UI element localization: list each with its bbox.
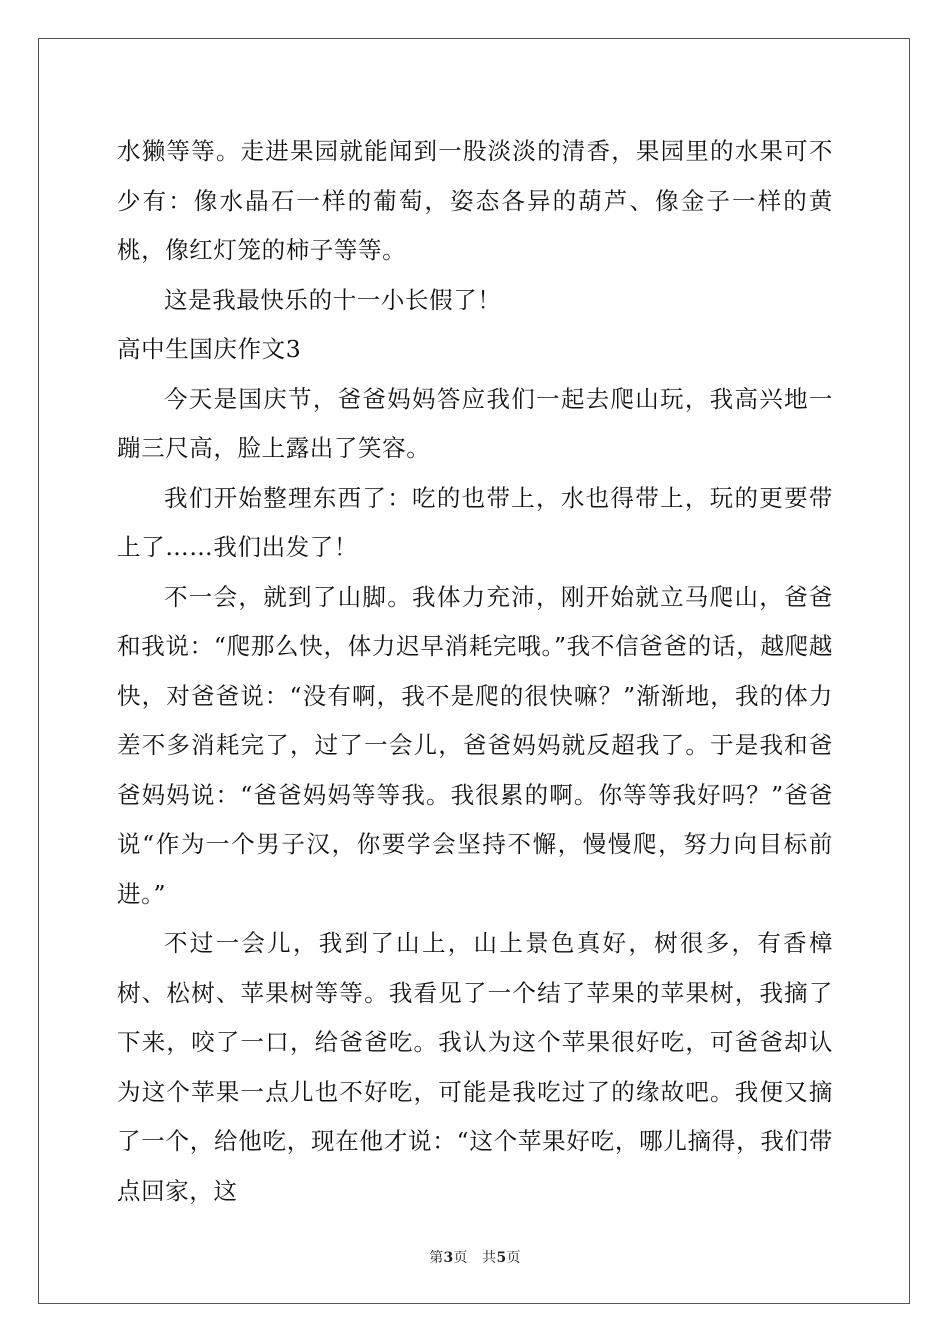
page-prefix: 第 bbox=[429, 1250, 444, 1266]
total-pages: 5 bbox=[496, 1250, 507, 1266]
paragraph-mountain-top: 不过一会儿，我到了山上，山上景色真好，树很多，有香樟树、松树、苹果树等等。我看见了一个结了苹果的苹果树，我摘了下来，咬了一口，给爸爸吃。我认为这个苹果很好吃，可爸爸却认为这个苹果一点儿也不好吃，可能是我吃过了的缘故吧。我便又摘了一个，给他吃，现在他才说：“这个苹果好吃，哪儿摘得，我们带点回家，这 bbox=[117, 929, 833, 1205]
document-body bbox=[117, 127, 833, 1216]
page-number: 3 bbox=[443, 1250, 454, 1266]
section-title: 高中生国庆作文3 bbox=[117, 335, 302, 363]
paragraph-closing: 这是我最快乐的十一小长假了！ bbox=[164, 285, 502, 314]
paragraph-intro: 今天是国庆节，爸爸妈妈答应我们一起去爬山玩，我高兴地一蹦三尺高，脸上露出了笑容。 bbox=[117, 384, 833, 462]
page-suffix: 页 bbox=[453, 1250, 468, 1266]
paragraph-continuation: 水獭等等。走进果园就能闻到一股淡淡的清香，果园里的水果可不少有：像水晶石一样的葡萄，姿态各异的葫芦、像金子一样的黄桃，像红灯笼的柿子等等。 bbox=[117, 137, 833, 264]
total-prefix: 共 bbox=[482, 1250, 497, 1266]
paragraph-climbing: 不一会，就到了山脚。我体力充沛，刚开始就立马爬山，爸爸和我说：“爬那么快，体力迟早消耗完哦。”我不信爸爸的话，越爬越快，对爸爸说：“没有啊，我不是爬的很快嘛？”渐渐地，我的体力差不多消耗完了，过了一会儿，爸爸妈妈就反超我了。于是我和爸爸妈妈说：“爸爸妈妈等等我。我很累的啊。你等等我好吗？”爸爸说“作为一个男子汉，你要学会坚持不懈，慢慢爬，努力向目标前进。” bbox=[117, 582, 833, 908]
paragraph-packing: 我们开始整理东西了：吃的也带上，水也得带上，玩的更要带上了……我们出发了！ bbox=[117, 483, 833, 561]
total-suffix: 页 bbox=[506, 1250, 521, 1266]
page-footer bbox=[0, 1247, 950, 1267]
